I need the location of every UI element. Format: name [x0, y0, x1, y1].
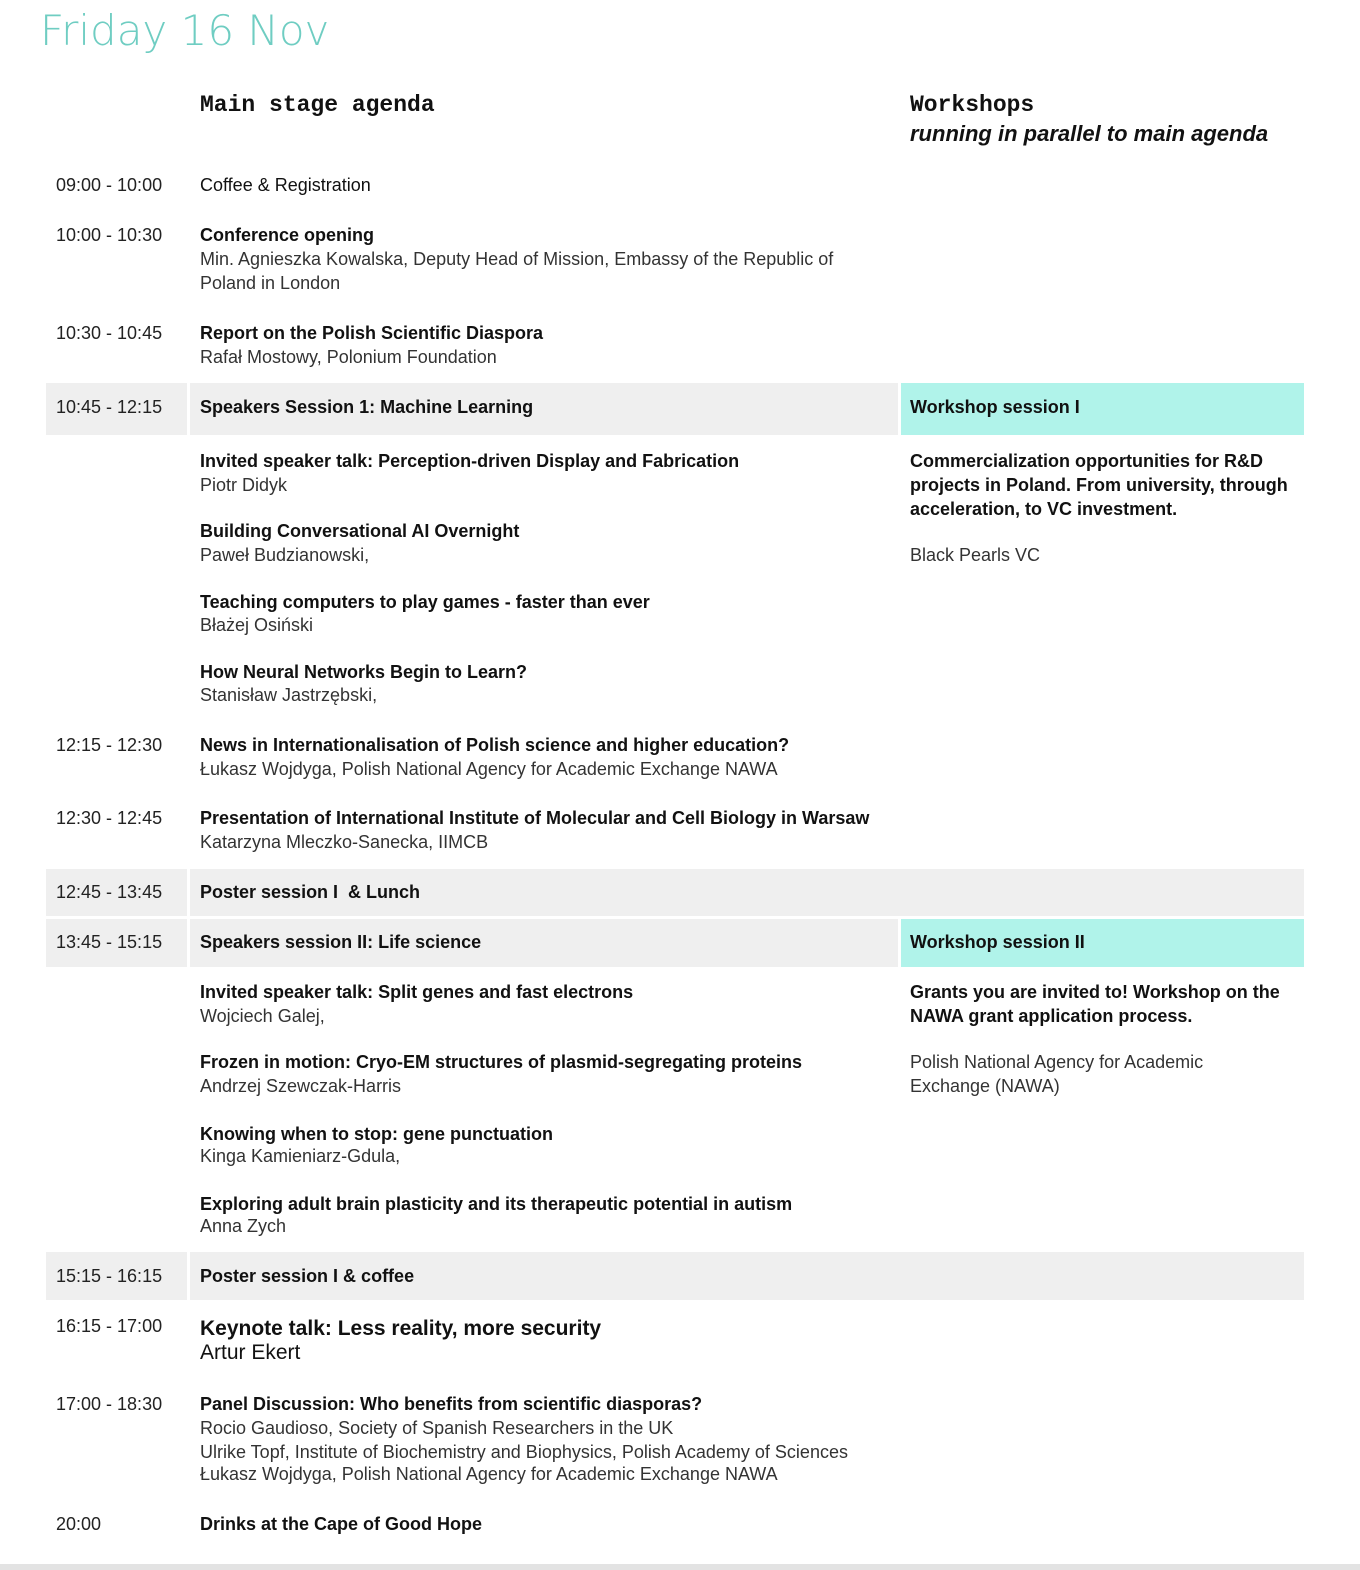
- agenda-item-title: Poster session I & Lunch: [200, 882, 421, 902]
- workshops-subheading: running in parallel to main agenda: [910, 121, 1269, 146]
- keynote-title: Keynote talk: Less reality, more security: [200, 1317, 602, 1340]
- speaker-line: Łukasz Wojdyga, Polish National Agency for Academic Exchange NAWA: [200, 1464, 778, 1484]
- keynote-speaker: Artur Ekert: [200, 1341, 301, 1364]
- session-title: Speakers session II: Life science: [200, 932, 482, 952]
- talk-title: Invited speaker talk: Split genes and fast electrons: [200, 982, 634, 1002]
- time-slot: 13:45 - 15:15: [56, 932, 163, 952]
- time-slot: 15:15 - 16:15: [56, 1266, 163, 1286]
- bottom-divider: [0, 1564, 1360, 1570]
- speaker-line: Rafał Mostowy, Polonium Foundation: [200, 347, 497, 367]
- time-slot: 12:15 - 12:30: [56, 735, 163, 755]
- talk-title: Exploring adult brain plasticity and its therapeutic potential in autism: [200, 1194, 793, 1214]
- workshop-organizer: Black Pearls VC: [910, 545, 1041, 565]
- talk-speaker: Paweł Budzianowski,: [200, 545, 370, 565]
- workshops-heading: Workshops: [910, 92, 1035, 118]
- talk-title: Building Conversational AI Overnight: [200, 521, 520, 541]
- workshop-title-line: projects in Poland. From university, through: [910, 475, 1288, 495]
- talk-speaker: Wojciech Galej,: [200, 1006, 325, 1026]
- talk-speaker: Błażej Osiński: [200, 615, 314, 635]
- talk-title: Invited speaker talk: Perception-driven Display and Fabrication: [200, 451, 740, 471]
- agenda-item-title: Poster session I & coffee: [200, 1266, 415, 1286]
- talk-title: Teaching computers to play games - faster than ever: [200, 592, 650, 612]
- talk-title: Knowing when to stop: gene punctuation: [200, 1124, 553, 1144]
- talk-speaker: Kinga Kamieniarz-Gdula,: [200, 1146, 401, 1166]
- time-slot: 17:00 - 18:30: [56, 1394, 163, 1414]
- page-title: Friday 16 Nov: [40, 6, 330, 55]
- agenda-item-title: Coffee & Registration: [200, 175, 371, 195]
- workshop-title-line: acceleration, to VC investment.: [910, 499, 1178, 519]
- time-slot: 10:00 - 10:30: [56, 225, 163, 245]
- speaker-line: Katarzyna Mleczko-Sanecka, IIMCB: [200, 832, 489, 852]
- main-stage-heading: Main stage agenda: [200, 92, 435, 118]
- time-slot: 09:00 - 10:00: [56, 175, 163, 195]
- speaker-line: Rocio Gaudioso, Society of Spanish Researchers in the UK: [200, 1418, 674, 1438]
- speaker-line: Łukasz Wojdyga, Polish National Agency for Academic Exchange NAWA: [200, 759, 778, 779]
- talk-speaker: Andrzej Szewczak-Harris: [200, 1076, 402, 1096]
- workshop-title-line: Grants you are invited to! Workshop on the: [910, 982, 1280, 1002]
- talk-title: Frozen in motion: Cryo-EM structures of plasmid-segregating proteins: [200, 1052, 803, 1072]
- time-slot: 12:30 - 12:45: [56, 808, 163, 828]
- session-title: Speakers Session 1: Machine Learning: [200, 397, 534, 417]
- time-slot: 16:15 - 17:00: [56, 1316, 163, 1336]
- time-slot: 12:45 - 13:45: [56, 882, 163, 902]
- agenda-item-title: Report on the Polish Scientific Diaspora: [200, 323, 544, 343]
- speaker-line: Poland in London: [200, 273, 341, 293]
- time-slot: 10:30 - 10:45: [56, 323, 163, 343]
- time-slot: 10:45 - 12:15: [56, 397, 163, 417]
- time-slot: 20:00: [56, 1514, 102, 1534]
- agenda-item-title: Conference opening: [200, 225, 375, 245]
- agenda-item-title: Drinks at the Cape of Good Hope: [200, 1514, 483, 1534]
- workshop-session-label: Workshop session I: [910, 397, 1080, 417]
- speaker-line: Min. Agnieszka Kowalska, Deputy Head of Mission, Embassy of the Republic of: [200, 249, 834, 269]
- workshop-session-label: Workshop session II: [910, 932, 1085, 952]
- talk-speaker: Stanisław Jastrzębski,: [200, 685, 378, 705]
- workshop-organizer: Polish National Agency for Academic: [910, 1052, 1204, 1072]
- speaker-line: Ulrike Topf, Institute of Biochemistry and Biophysics, Polish Academy of Sciences: [200, 1442, 848, 1462]
- agenda-item-title: Presentation of International Institute of Molecular and Cell Biology in Warsaw: [200, 808, 870, 828]
- workshop-organizer: Exchange (NAWA): [910, 1076, 1060, 1096]
- workshop-title-line: NAWA grant application process.: [910, 1006, 1193, 1026]
- agenda-item-title: Panel Discussion: Who benefits from scientific diasporas?: [200, 1394, 703, 1414]
- workshop-title-line: Commercialization opportunities for R&D: [910, 451, 1264, 471]
- talk-speaker: Piotr Didyk: [200, 475, 288, 495]
- talk-speaker: Anna Zych: [200, 1216, 287, 1236]
- agenda-item-title: News in Internationalisation of Polish science and higher education?: [200, 735, 790, 755]
- talk-title: How Neural Networks Begin to Learn?: [200, 662, 528, 682]
